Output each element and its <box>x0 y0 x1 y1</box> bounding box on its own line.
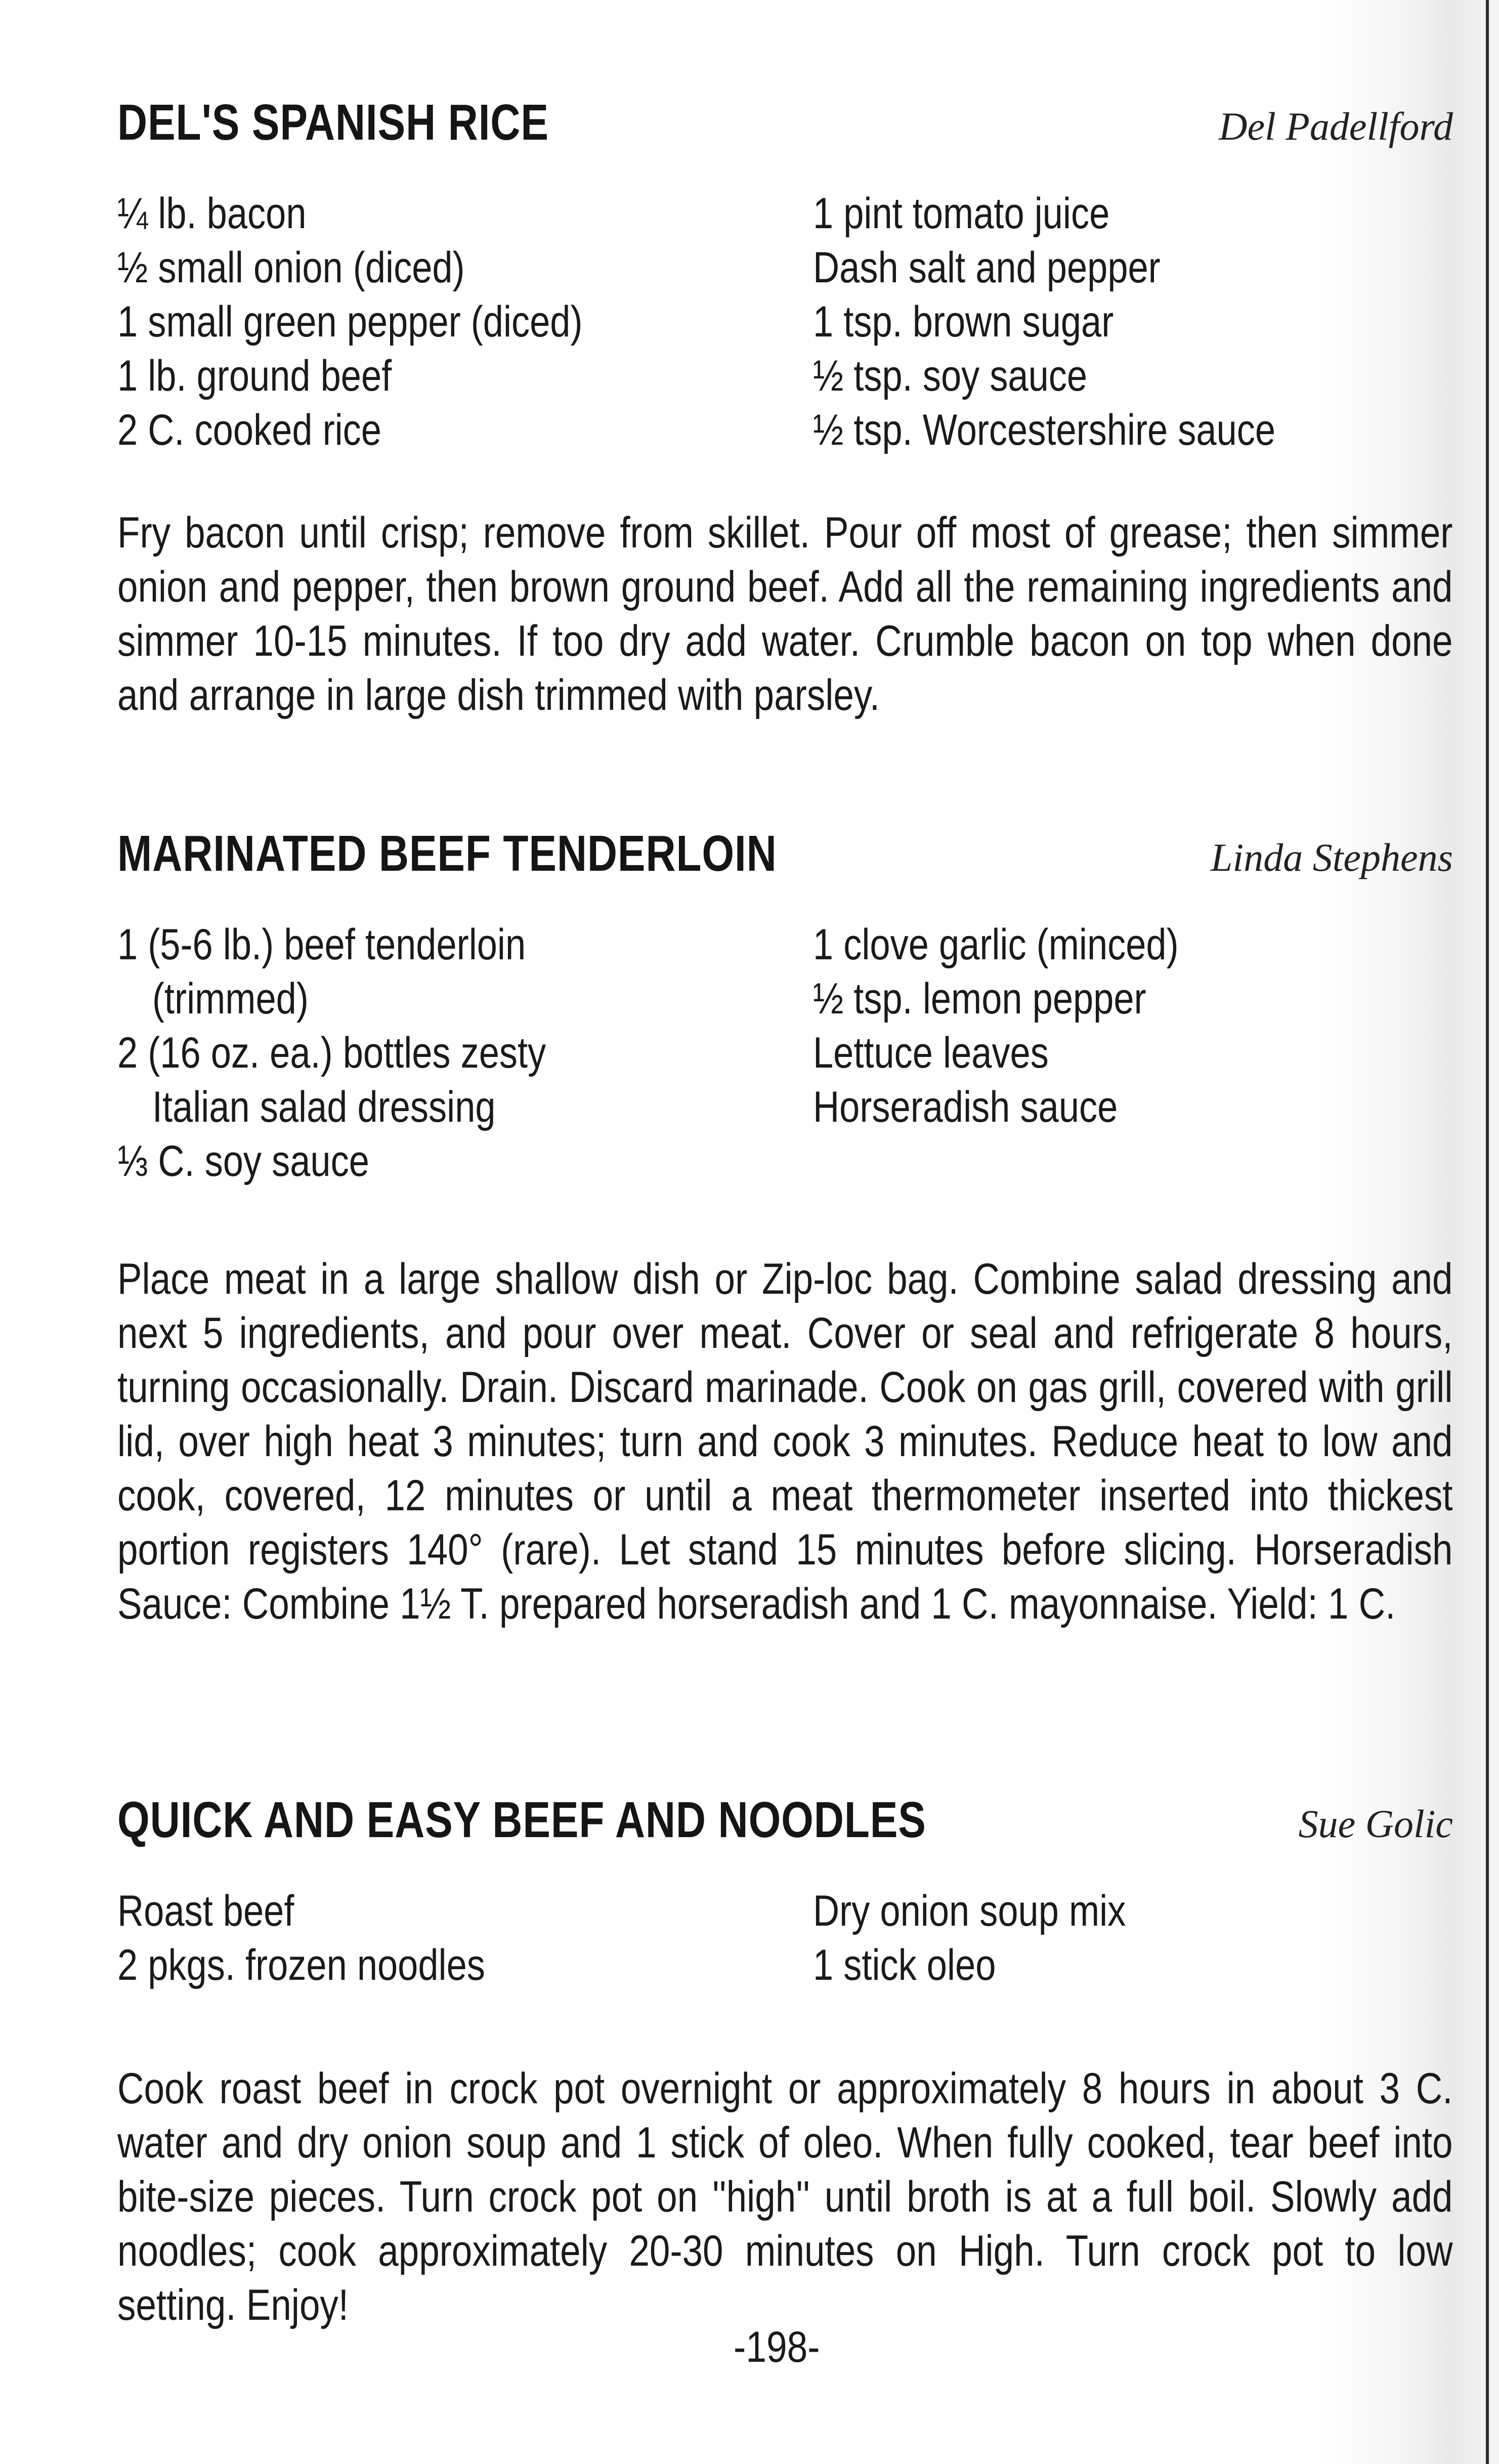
page-number: -198- <box>734 2323 820 2371</box>
recipe-instructions: Fry bacon until crisp; remove from skillet. Pour off most of grease; then simmer onion and pepper, then brown ground beef. Add all the remaining ingredients and simmer 10-15 minutes. If too dry add water. Crumble bacon on top when done and arrange in large dish trimmed with parsley. <box>117 508 1453 719</box>
book-spine-edge <box>1486 0 1489 2464</box>
ingredient: 1 (5-6 lb.) beef tenderloin <box>117 920 526 969</box>
recipe-author: Sue Golic <box>1298 1802 1453 1846</box>
ingredient: ½ tsp. soy sauce <box>813 352 1088 400</box>
recipe-instructions: Cook roast beef in crock pot overnight or approximately 8 hours in about 3 C. water and dry onion soup and 1 stick of oleo. When fully cooked, tear beef into bite-size pieces. Turn crock pot on ''high'' until broth is at a full boil. Slowly add noodles; cook approximately 20-30 minutes on High. Turn crock pot to low setting. Enjoy! <box>117 2064 1453 2329</box>
ingredient: 2 C. cooked rice <box>117 406 381 454</box>
ingredient-column-left <box>117 918 546 1188</box>
ingredient: Roast beef <box>117 1887 294 1935</box>
recipe-instructions: Place meat in a large shallow dish or Zip-loc bag. Combine salad dressing and next 5 ingredients, and pour over meat. Cover or seal and refrigerate 8 hours, turning occasionally. Drain. Discard marinade. Cook on gas grill, covered with grill lid, over high heat 3 minutes; turn and cook 3 minutes. Reduce heat to low and cook, covered, 12 minutes or until a meat thermometer inserted into thickest portion registers 140° (rare). Let stand 15 minutes before slicing. Horseradish Sauce: Combine 1½ T. prepared horseradish and 1 C. mayonnaise. Yield: 1 C. <box>117 1255 1453 1628</box>
ingredient-column-left <box>117 187 583 457</box>
recipe-header <box>117 825 1453 890</box>
ingredient: 2 pkgs. frozen noodles <box>117 1941 485 1989</box>
ingredient-column-right <box>813 918 1179 1134</box>
ingredient: 2 (16 oz. ea.) bottles zesty <box>117 1029 546 1077</box>
recipe-author: Del Padellford <box>1219 104 1453 148</box>
recipe-author: Linda Stephens <box>1211 835 1453 879</box>
recipe-title: QUICK AND EASY BEEF AND NOODLES <box>117 1792 926 1848</box>
ingredient: 1 tsp. brown sugar <box>813 298 1114 346</box>
ingredient: 1 stick oleo <box>813 1941 996 1989</box>
recipe-header <box>117 94 1453 159</box>
ingredient: ⅓ C. soy sauce <box>117 1137 369 1185</box>
ingredient: Dry onion soup mix <box>813 1887 1126 1935</box>
recipe-marinated-beef-tenderloin <box>117 825 1453 1628</box>
ingredient: (trimmed) <box>152 974 309 1023</box>
ingredient: ½ tsp. lemon pepper <box>813 974 1146 1023</box>
ingredient: ¼ lb. bacon <box>117 189 307 238</box>
ingredient: 1 pint tomato juice <box>813 189 1110 238</box>
recipe-quick-and-easy-beef-and-noodles <box>117 1791 1453 2329</box>
ingredient: Dash salt and pepper <box>813 243 1161 292</box>
recipe-header <box>117 1791 1453 1857</box>
ingredient: ½ small onion (diced) <box>117 243 465 292</box>
recipe-title: MARINATED BEEF TENDERLOIN <box>117 825 777 882</box>
ingredient-column-right <box>813 187 1275 457</box>
ingredient: Lettuce leaves <box>813 1029 1049 1077</box>
ingredient-column-right <box>813 1884 1126 1992</box>
ingredient: ½ tsp. Worcestershire sauce <box>813 406 1276 454</box>
ingredient: 1 lb. ground beef <box>117 352 392 400</box>
ingredient-column-left <box>117 1884 485 1992</box>
recipe-dels-spanish-rice <box>117 94 1453 719</box>
ingredient: Italian salad dressing <box>152 1083 496 1131</box>
recipe-title: DEL'S SPANISH RICE <box>117 94 549 151</box>
ingredient: 1 small green pepper (diced) <box>117 298 583 346</box>
ingredient: Horseradish sauce <box>813 1083 1118 1131</box>
ingredient: 1 clove garlic (minced) <box>813 920 1179 969</box>
